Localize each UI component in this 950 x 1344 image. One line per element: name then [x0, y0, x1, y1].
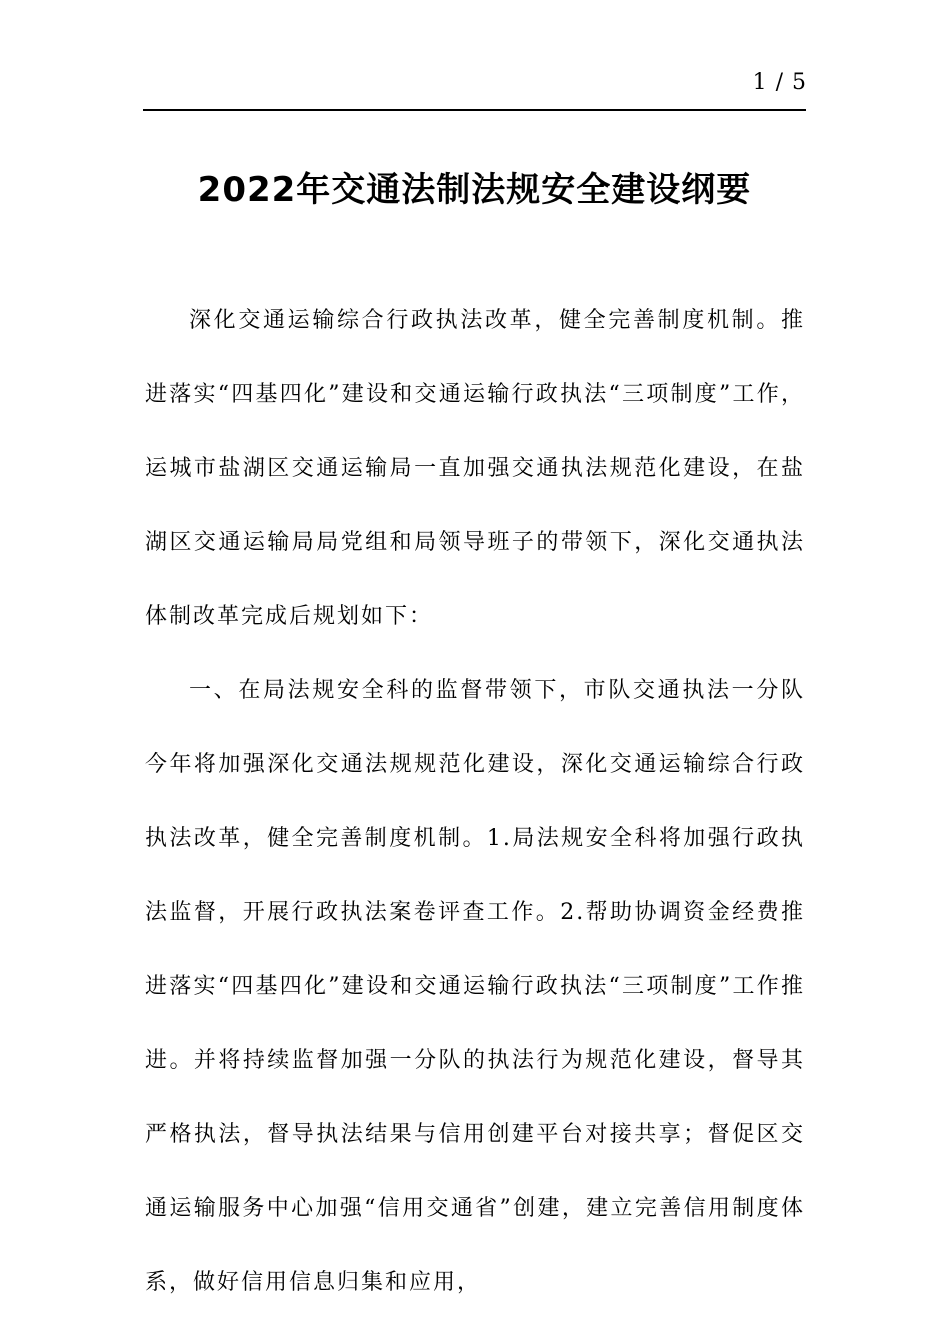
paragraph: 深化交通运输综合行政执法改革，健全完善制度机制。推进落实“四基四化”建设和交通运输行政执法“三项制度”工作，运城市盐湖区交通运输局一直加强交通执法规范化建设，在盐湖区交通运输局局党组和局领导班子的带领下，深化交通执法体制改革完成后规划如下： — [145, 308, 805, 629]
header-rule — [143, 109, 806, 111]
document-title: 2022年交通法制法规安全建设纲要 — [197, 170, 752, 210]
page-number: 1 / 5 — [752, 70, 807, 95]
paragraph: 一、在局法规安全科的监督带领下，市队交通执法一分队今年将加强深化交通法规规范化建设，深化交通运输综合行政执法改革，健全完善制度机制。1.局法规安全科将加强行政执法监督，开展行政执法案卷评查工作。2.帮助协调资金经费推进落实“四基四化”建设和交通运输行政执法“三项制度”工作推进。并将持续监督加强一分队的执法行为规范化建设，督导其严格执法，督导执法结果与信用创建平台对接共享；督促区交通运输服务中心加强“信用交通省”创建，建立完善信用制度体系，做好信用信息归集和应用， — [145, 678, 805, 1295]
document-body — [145, 284, 805, 1320]
